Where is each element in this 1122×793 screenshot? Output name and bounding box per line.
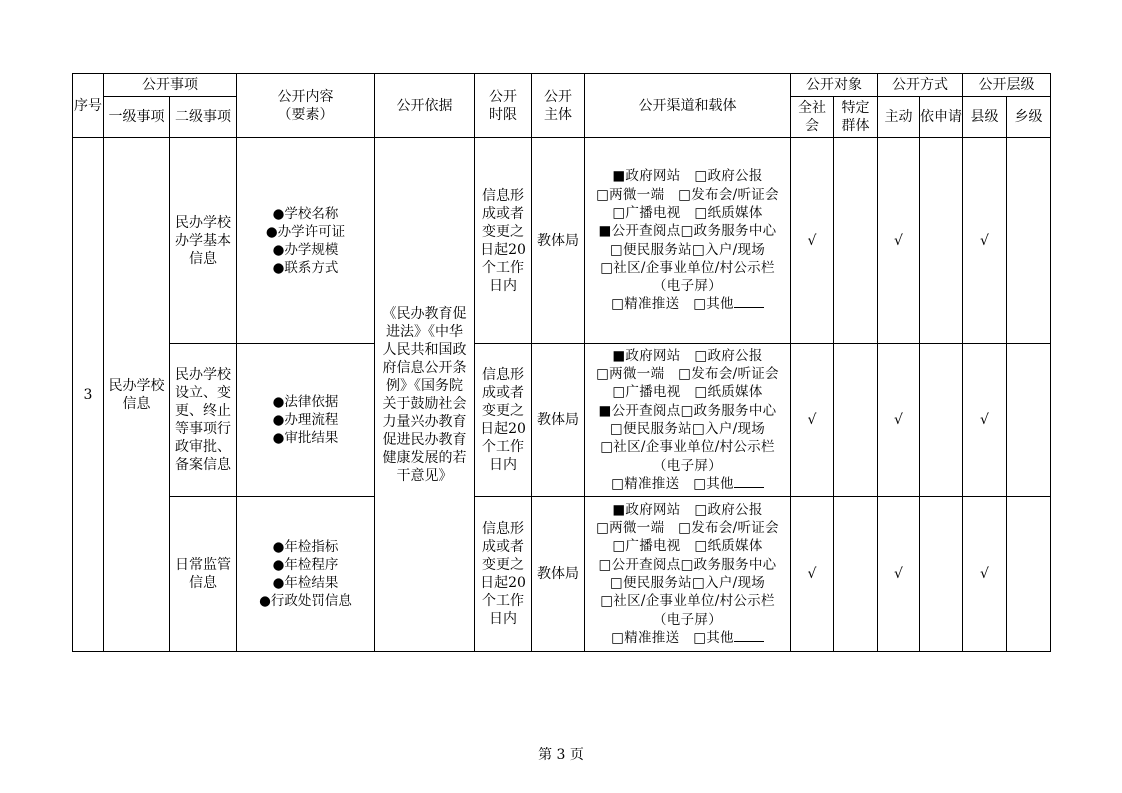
check-aud-all: √ — [791, 497, 834, 652]
basis-line: 人民共和国政 — [382, 341, 467, 358]
channel-line: ■公开查阅点□政务服务中心 — [598, 402, 777, 419]
row-content — [237, 138, 375, 344]
channel-line-text: □精准推送 □其他 — [611, 629, 734, 646]
table-row — [73, 344, 1051, 497]
period-line: 个工作 — [482, 593, 524, 609]
header-channels: 公开渠道和载体 — [585, 74, 791, 138]
period-line: 个工作 — [482, 439, 524, 455]
row-subject: 教体局 — [532, 344, 585, 497]
row-level1-line1: 民办学校 — [108, 377, 165, 394]
period-line: 信息形 — [482, 367, 524, 383]
check-aud-spec — [834, 138, 878, 344]
row-period — [475, 344, 532, 497]
check-tier-county: √ — [963, 138, 1007, 344]
basis-line: 健康发展的若 — [382, 449, 467, 466]
period-line: 变更之 — [482, 557, 524, 573]
period-line: 日起20 — [480, 421, 526, 437]
blank-underline — [734, 475, 764, 488]
table-row — [73, 497, 1051, 652]
basis-line: 府信息公开条 — [382, 359, 467, 376]
period-line: 成或者 — [482, 205, 524, 222]
header-matters: 公开事项 — [104, 74, 237, 97]
level2-line: 设立、变 — [175, 385, 231, 401]
header-subject — [532, 74, 585, 138]
page-number: 第 3 页 — [538, 747, 584, 763]
channel-line: □广播电视 □纸质媒体 — [612, 384, 763, 401]
header-level2: 二级事项 — [170, 97, 237, 138]
check-mode-active: √ — [878, 497, 920, 652]
channel-line: □社区/企事业单位/村公示栏 — [600, 439, 775, 456]
header-aud-all-line2: 会 — [805, 118, 819, 134]
header-aud-spec — [834, 97, 878, 138]
header-seq: 序号 — [73, 74, 104, 138]
check-mode-active: √ — [878, 344, 920, 497]
channel-line: （电子屏） — [653, 278, 722, 295]
channel-line: □公开查阅点□政务服务中心 — [598, 556, 777, 573]
content-item: ●法律依据 — [272, 394, 339, 410]
period-line: 日起20 — [480, 575, 526, 591]
header-aud-spec-line1: 特定 — [841, 100, 870, 116]
basis-line: 进法》《中华 — [386, 323, 463, 340]
period-line: 变更之 — [482, 403, 524, 419]
row-basis — [375, 138, 475, 652]
header-audience: 公开对象 — [791, 74, 878, 97]
period-line: 成或者 — [482, 539, 524, 555]
channel-line: □两微一端 □发布会/听证会 — [596, 520, 779, 537]
check-aud-spec — [834, 497, 878, 652]
check-aud-all: √ — [791, 138, 834, 344]
content-item: ●年检程序 — [272, 557, 339, 573]
basis-line: 《民办教育促 — [382, 305, 467, 322]
channel-line: ■政府网站 □政府公报 — [612, 501, 763, 518]
basis-line: 力量兴办教育 — [382, 413, 467, 430]
header-mode-active: 主动 — [878, 97, 920, 138]
content-item: ●年检指标 — [272, 539, 339, 555]
header-level1: 一级事项 — [104, 97, 170, 138]
row-period — [475, 138, 532, 344]
content-item: ●学校名称 — [272, 205, 339, 222]
header-aud-all — [791, 97, 834, 138]
header-tier-county: 县级 — [963, 97, 1007, 138]
content-item: ●年检结果 — [272, 575, 339, 591]
row-channels — [585, 344, 791, 497]
level2-line: 政审批、 — [175, 439, 231, 455]
check-mode-request — [920, 497, 963, 652]
check-tier-county: √ — [963, 497, 1007, 652]
channel-line: □社区/企事业单位/村公示栏 — [600, 259, 775, 276]
check-aud-spec — [834, 344, 878, 497]
basis-line: 例》《国务院 — [386, 377, 463, 394]
level2-line: 办学基本 — [175, 232, 231, 249]
header-aud-all-line1: 全社 — [798, 100, 826, 116]
check-tier-town — [1007, 344, 1051, 497]
channel-line: ■政府网站 □政府公报 — [612, 347, 763, 364]
channel-line: □广播电视 □纸质媒体 — [612, 204, 763, 221]
channel-line-last — [585, 629, 790, 647]
content-item: ●行政处罚信息 — [259, 593, 352, 609]
header-period-line2: 时限 — [489, 106, 517, 123]
level2-line: 民办学校 — [175, 367, 231, 383]
period-line: 日内 — [489, 457, 517, 473]
check-mode-request — [920, 138, 963, 344]
period-line: 日起20 — [480, 241, 526, 258]
period-line: 日内 — [489, 277, 517, 294]
blank-underline — [734, 629, 764, 642]
blank-underline — [734, 295, 764, 308]
row-level2 — [170, 138, 237, 344]
level2-line: 等事项行 — [175, 421, 231, 437]
row-content — [237, 344, 375, 497]
header-subject-line1: 公开 — [544, 88, 572, 105]
row-level2 — [170, 497, 237, 652]
row-subject: 教体局 — [532, 138, 585, 344]
header-aud-spec-line2: 群体 — [841, 118, 870, 134]
check-tier-county: √ — [963, 344, 1007, 497]
level2-line: 日常监管 — [175, 557, 231, 573]
check-tier-town — [1007, 138, 1051, 344]
period-line: 成或者 — [482, 385, 524, 401]
header-tier-town: 乡级 — [1007, 97, 1051, 138]
header-subject-line2: 主体 — [544, 106, 572, 123]
row-level1-line2: 信息 — [122, 395, 151, 412]
basis-line: 干意见》 — [396, 467, 453, 484]
channel-line: □两微一端 □发布会/听证会 — [596, 186, 779, 203]
channel-line: （电子屏） — [653, 611, 722, 628]
header-tier: 公开层级 — [963, 74, 1051, 97]
header-period-line1: 公开 — [489, 88, 517, 105]
check-aud-all: √ — [791, 344, 834, 497]
content-item: ●联系方式 — [272, 259, 339, 276]
row-channels — [585, 497, 791, 652]
channel-line-last — [585, 475, 790, 493]
channel-line: □广播电视 □纸质媒体 — [612, 538, 763, 555]
basis-line: 关于鼓励社会 — [382, 395, 467, 412]
channel-line: ■公开查阅点□政务服务中心 — [598, 223, 777, 240]
channel-line-last — [585, 295, 790, 313]
disclosure-table — [72, 73, 1051, 652]
check-mode-request — [920, 344, 963, 497]
row-level1 — [104, 138, 170, 652]
header-content — [237, 74, 375, 138]
row-content — [237, 497, 375, 652]
check-mode-active: √ — [878, 138, 920, 344]
channel-line: ■政府网站 □政府公报 — [612, 168, 763, 185]
header-mode-request: 依申请 — [920, 97, 963, 138]
header-content-title: 公开内容 — [277, 88, 334, 105]
level2-line: 更、终止 — [175, 403, 231, 419]
row-subject: 教体局 — [532, 497, 585, 652]
content-item: ●办理流程 — [272, 412, 339, 428]
level2-line: 民办学校 — [175, 214, 231, 231]
level2-line: 信息 — [189, 575, 217, 591]
header-content-sub: （要素） — [277, 106, 334, 123]
period-line: 个工作 — [482, 259, 524, 276]
period-line: 变更之 — [482, 223, 524, 240]
content-item: ●办学许可证 — [265, 223, 346, 240]
channel-line: □便民服务站□入户/现场 — [609, 241, 766, 258]
period-line: 信息形 — [482, 187, 524, 204]
period-line: 日内 — [489, 611, 517, 627]
content-item: ●审批结果 — [272, 430, 339, 446]
row-channels — [585, 138, 791, 344]
basis-line: 促进民办教育 — [382, 431, 467, 448]
row-level2 — [170, 344, 237, 497]
level2-line: 信息 — [189, 250, 217, 267]
table-row — [73, 138, 1051, 344]
check-tier-town — [1007, 497, 1051, 652]
channel-line: □社区/企事业单位/村公示栏 — [600, 593, 775, 610]
channel-line: □两微一端 □发布会/听证会 — [596, 366, 779, 383]
channel-line-text: □精准推送 □其他 — [611, 475, 734, 492]
header-period — [475, 74, 532, 138]
period-line: 信息形 — [482, 521, 524, 537]
content-item: ●办学规模 — [272, 241, 339, 258]
row-period — [475, 497, 532, 652]
header-mode: 公开方式 — [878, 74, 963, 97]
level2-line: 备案信息 — [175, 457, 231, 473]
channel-line-text: □精准推送 □其他 — [611, 296, 734, 313]
header-basis: 公开依据 — [375, 74, 475, 138]
channel-line: □便民服务站□入户/现场 — [609, 575, 766, 591]
channel-line: （电子屏） — [653, 457, 722, 474]
channel-line: □便民服务站□入户/现场 — [609, 421, 766, 437]
row-seq: 3 — [73, 138, 104, 652]
